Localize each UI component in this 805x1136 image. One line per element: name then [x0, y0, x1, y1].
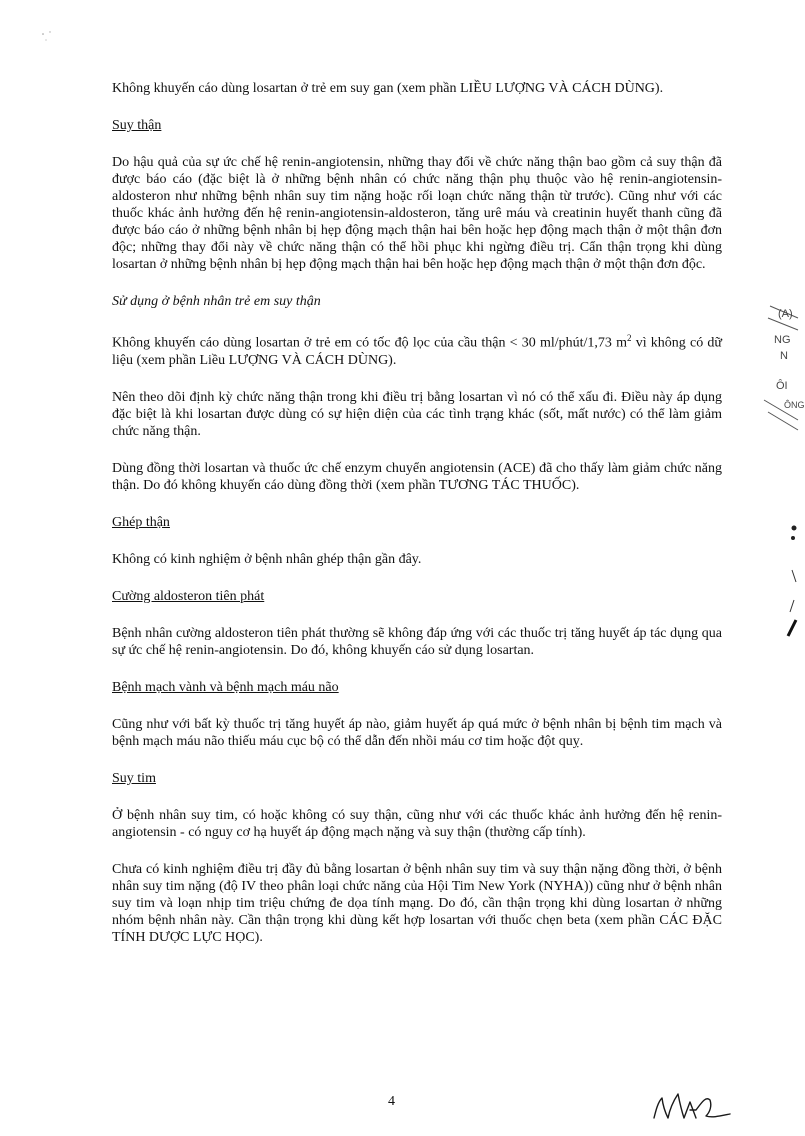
heading-mach-vanh: Bệnh mạch vành và bệnh mạch máu não — [112, 679, 339, 695]
edge-marks — [784, 520, 800, 645]
paragraph-tre-em — [112, 330, 722, 369]
text-tre-em-b: vì không có dữ liệu (xem phần Liều LƯỢNG VÀ CÁCH DÙNG). — [112, 335, 722, 368]
heading-aldosteron: Cường aldosteron tiên phát — [112, 588, 265, 604]
document-body — [112, 80, 722, 946]
stamp-text-1: (A) — [778, 308, 793, 320]
paragraph-aldosteron: Bệnh nhân cường aldosteron tiên phát thường sẽ không đáp ứng với các thuốc trị tăng huyết áp tác dụng qua sự ức chế hệ renin-angiotensin. Do đó, không khuyến cáo sử dụng losartan. — [112, 625, 722, 658]
paragraph-suy-tim-1: Ở bệnh nhân suy tim, có hoặc không có suy thận, cũng như với các thuốc khác ảnh hưởng đến hệ renin-angiotensin - có nguy cơ hạ huyết áp động mạch nặng và suy thận (thường cấp tính). — [112, 807, 722, 840]
paragraph-suy-tim-2: Chưa có kinh nghiệm điều trị đầy đủ bằng losartan ở bệnh nhân suy tim và suy thận nặng đồng thời, ở bệnh nhân suy tim nặng (độ IV theo phân loại chức năng của Hội Tim New York (NYHA)) cũng như ở bệnh nhân suy tim và loạn nhịp tim triệu chứng đe dọa tính mạng. Do đó, cần thận trọng khi dùng losartan ở những nhóm bệnh nhân này. Cần thận trọng khi dùng kết hợp losartan với thuốc chẹn beta (xem phần CÁC ĐẶC TÍNH DƯỢC LỰC HỌC). — [112, 861, 722, 945]
stamp-text-4: ÔI — [776, 380, 788, 392]
paragraph-ace: Dùng đồng thời losartan và thuốc ức chế enzym chuyển angiotensin (ACE) đã cho thấy làm giảm chức năng thận. Do đó không khuyến cáo dùng đồng thời (xem phần TƯƠNG TÁC THUỐC). — [112, 460, 722, 493]
paragraph-theo-doi: Nên theo dõi định kỳ chức năng thận trong khi điều trị bằng losartan vì nó có thể xấu đi. Điều này áp dụng đặc biệt là khi losartan được dùng có sự hiện diện của các tình trạng khác (sốt, mất nước) có thể làm giảm chức năng thận. — [112, 389, 722, 439]
paragraph-ghep-than: Không có kinh nghiệm ở bệnh nhân ghép thận gần đây. — [112, 551, 422, 567]
page-number: 4 — [388, 1094, 395, 1109]
heading-ghep-than: Ghép thận — [112, 514, 170, 530]
stamp-text-5: ÔNG — [784, 400, 805, 410]
stamp-text-2: NG — [774, 334, 791, 346]
signature — [650, 1088, 740, 1129]
stamp-text-3: N — [780, 350, 788, 362]
heading-suy-than: Suy thận — [112, 118, 162, 133]
superscript-2: 2 — [627, 333, 632, 343]
text-tre-em-a: Không khuyến cáo dùng losartan ở trẻ em có tốc độ lọc của cầu thận < 30 ml/phút/1,73 m — [112, 335, 627, 351]
heading-tre-em-suy-than: Sử dụng ở bệnh nhân trẻ em suy thận — [112, 294, 321, 309]
scan-speck — [40, 30, 60, 49]
paragraph-suy-than: Do hậu quả của sự ức chế hệ renin-angiotensin, những thay đổi về chức năng thận bao gồm cả suy thận đã được báo cáo (đặc biệt là ở những bệnh nhân có chức năng thận phụ thuộc vào hệ renin-angiotensin-aldosteron như những bệnh nhân suy tim nặng hoặc rối loạn chức năng thận từ trước). Cũng như với các thuốc khác ảnh hưởng đến hệ renin-angiotensin-aldosteron, tăng urê máu và creatinin huyết thanh cũng đã được báo cáo ở những bệnh nhân bị hẹp động mạch thận hai bên hoặc hẹp động mạch thận ở một thận đơn độc; những thay đổi này về chức năng thận có thể hồi phục khi ngừng điều trị. Cẩn thận trọng khi dùng losartan ở những bệnh nhân bị hẹp động mạch thận hai bên hoặc hẹp động mạch thận ở một thận đơn độc. — [112, 155, 722, 272]
heading-suy-tim: Suy tim — [112, 770, 156, 786]
paragraph-mach-vanh: Cũng như với bất kỳ thuốc trị tăng huyết áp nào, giảm huyết áp quá mức ở bệnh nhân bị bệnh tim mạch và bệnh mạch máu não thiếu máu cục bộ có thể dẫn đến nhồi máu cơ tim hoặc đột quỵ. — [112, 716, 722, 749]
paragraph-intro: Không khuyến cáo dùng losartan ở trẻ em suy gan (xem phần LIỀU LƯỢNG VÀ CÁCH DÙNG). — [112, 81, 664, 96]
